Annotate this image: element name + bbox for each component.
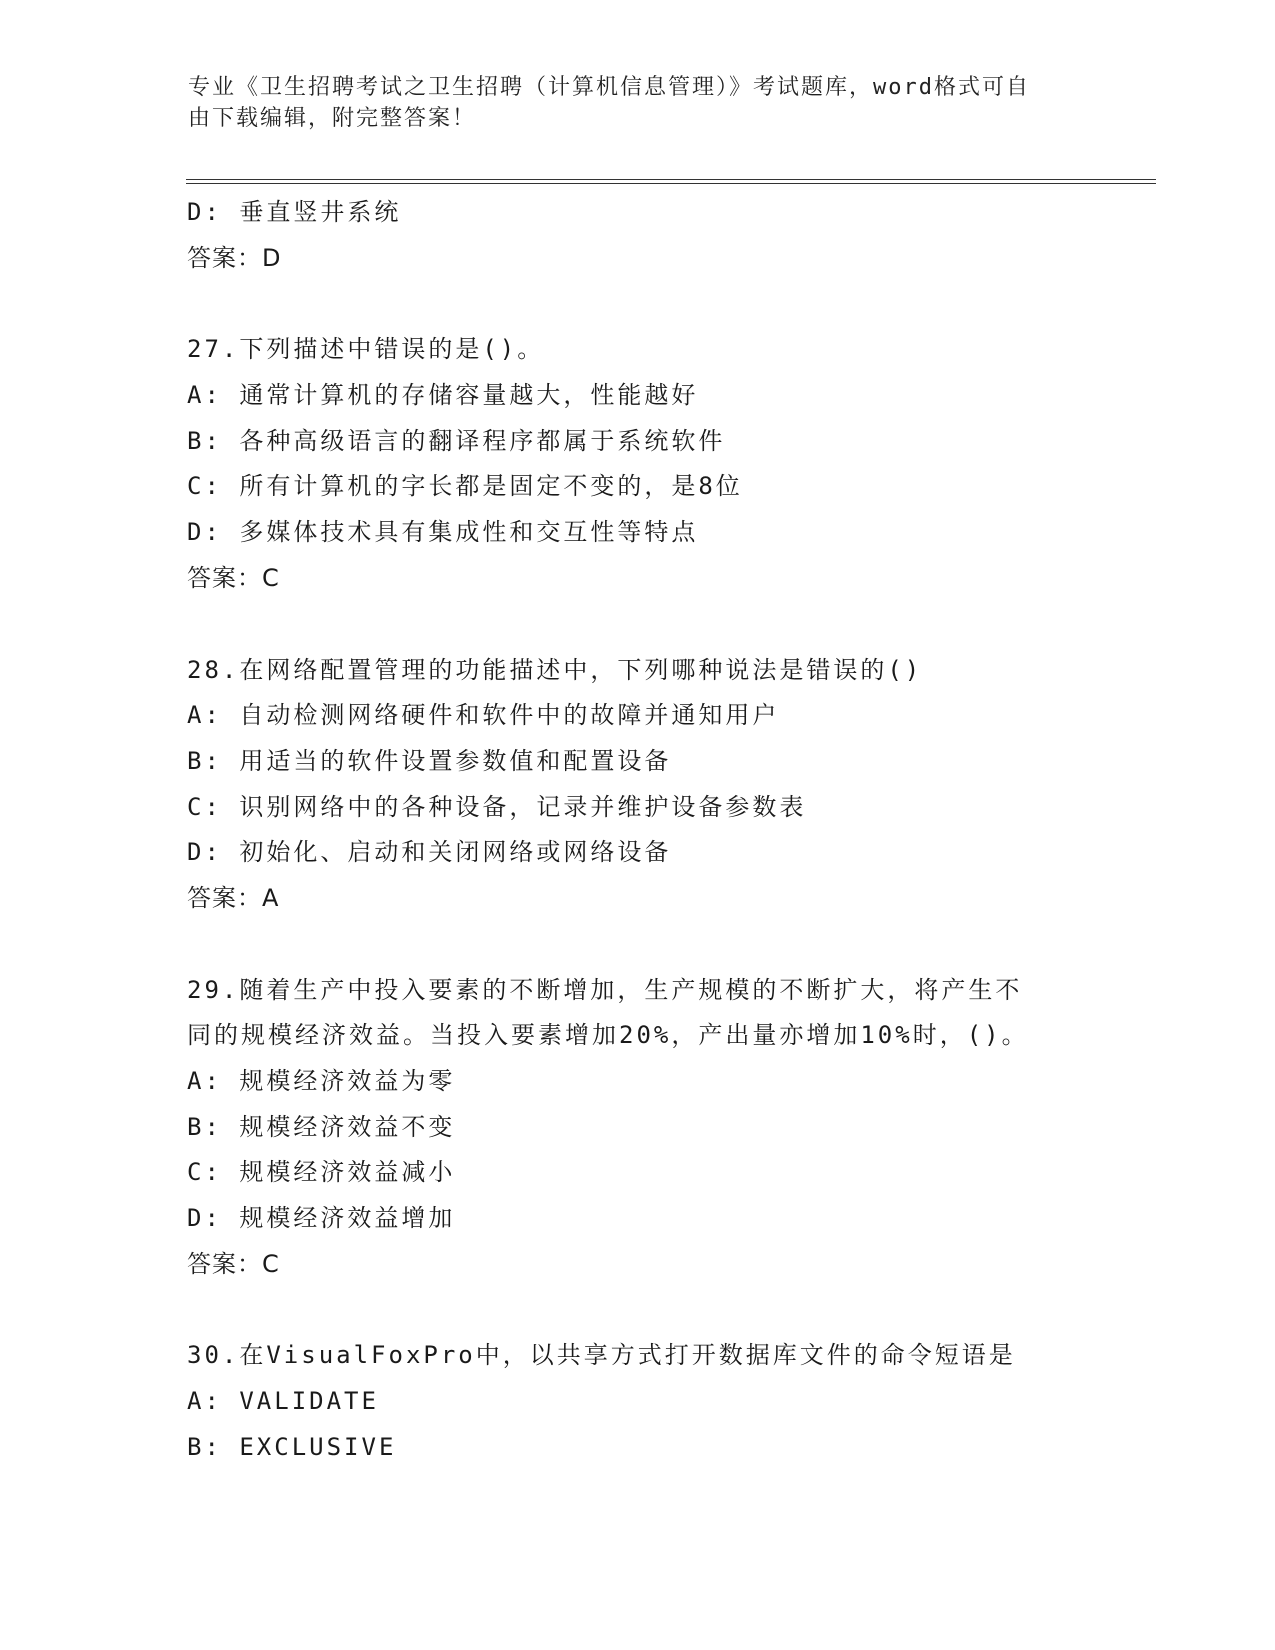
spacer xyxy=(187,602,1187,648)
header-divider-top xyxy=(186,179,1156,180)
question-stem-continued: 同的规模经济效益。当投入要素增加20%，产出量亦增加10%时，()。 xyxy=(187,1021,1029,1050)
option-d: D: 初始化、启动和关闭网络或网络设备 xyxy=(187,838,672,867)
option-c: C: 规模经济效益减小 xyxy=(187,1158,456,1187)
question-stem: 28.在网络配置管理的功能描述中，下列哪种说法是错误的() xyxy=(187,655,923,684)
header-divider-bottom xyxy=(186,183,1156,184)
option-a: A: 规模经济效益为零 xyxy=(187,1067,456,1095)
option-d: D: 规模经济效益增加 xyxy=(187,1204,456,1233)
question-stem: 29.随着生产中投入要素的不断增加，生产规模的不断扩大，将产生不 xyxy=(187,975,1023,1004)
option-a: A: 通常计算机的存储容量越大，性能越好 xyxy=(187,381,699,410)
question-stem: 27.下列描述中错误的是()。 xyxy=(187,335,545,364)
option-b: B: 各种高级语言的翻译程序都属于系统软件 xyxy=(187,426,726,455)
answer-line: 答案：A xyxy=(187,883,280,912)
document-header xyxy=(188,72,1088,134)
spacer xyxy=(187,922,1187,968)
option-a: A: 自动检测网络硬件和软件中的故障并通知用户 xyxy=(187,701,780,730)
answer-line: 答案：D xyxy=(187,243,282,272)
question-stem: 30.在VisualFoxPro中，以共享方式打开数据库文件的命令短语是 xyxy=(187,1341,1016,1370)
answer-line: 答案：C xyxy=(187,563,280,592)
option-a: A: VALIDATE xyxy=(187,1387,379,1416)
question-30 xyxy=(187,1333,1187,1470)
option-c: C: 识别网络中的各种设备，记录并维护设备参数表 xyxy=(187,792,807,821)
question-29 xyxy=(187,968,1187,1288)
answer-line: 答案：C xyxy=(187,1249,280,1278)
option-c: C: 所有计算机的字长都是固定不变的，是8位 xyxy=(187,472,743,501)
option-d: D: 垂直竖井系统 xyxy=(187,198,402,226)
option-b: B: EXCLUSIVE xyxy=(187,1432,397,1461)
option-b: B: 规模经济效益不变 xyxy=(187,1112,456,1141)
option-d: D: 多媒体技术具有集成性和交互性等特点 xyxy=(187,518,699,547)
question-28 xyxy=(187,648,1187,922)
document-body xyxy=(187,190,1187,1471)
option-b: B: 用适当的软件设置参数值和配置设备 xyxy=(187,746,672,775)
header-line-2: 由下载编辑，附完整答案！ xyxy=(188,106,477,131)
spacer xyxy=(187,281,1187,327)
question-27 xyxy=(187,327,1187,601)
header-line-1: 专业《卫生招聘考试之卫生招聘（计算机信息管理）》考试题库，word格式可自 xyxy=(188,75,1030,100)
spacer xyxy=(187,1287,1187,1333)
